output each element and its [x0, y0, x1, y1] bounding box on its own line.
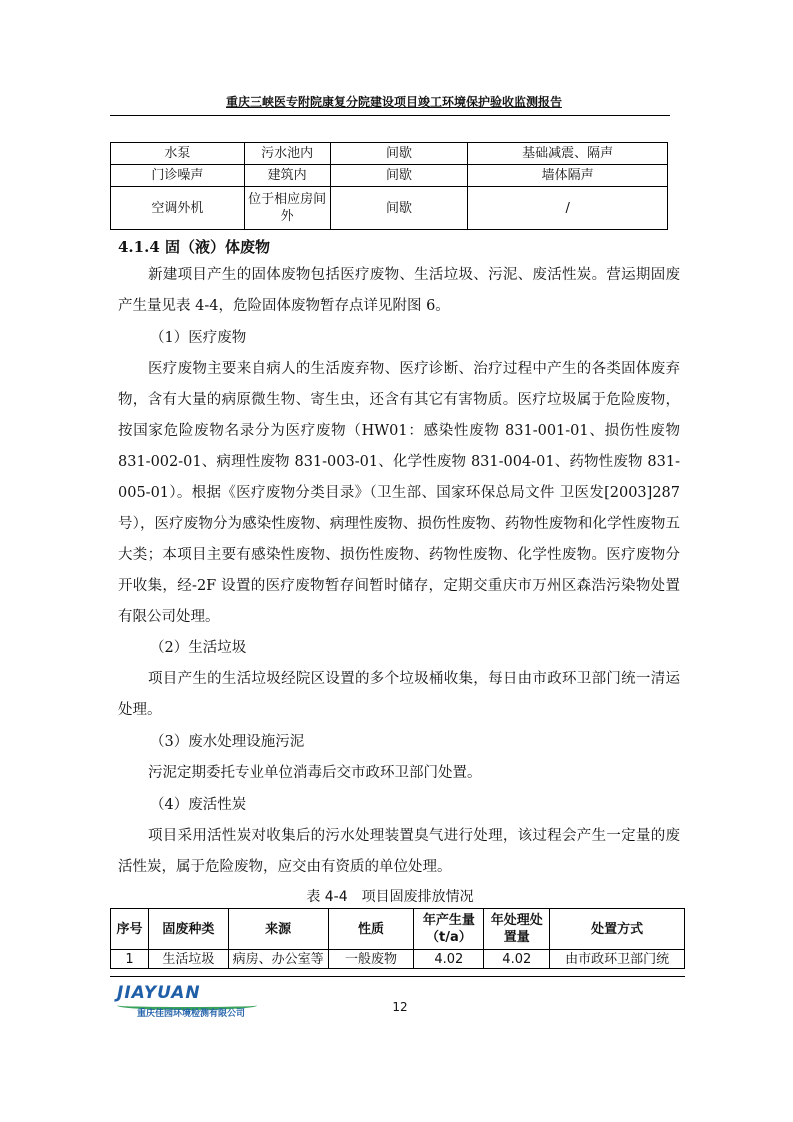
table-cell: 由市政环卫部门统 — [550, 950, 685, 969]
column-header: 固废种类 — [148, 909, 228, 950]
table-cell: 污水池内 — [244, 143, 330, 165]
header-divider — [110, 115, 670, 116]
table-row — [111, 143, 668, 165]
table-row — [111, 950, 685, 969]
table-cell: 间歇 — [330, 187, 468, 230]
company-logo — [117, 983, 287, 1019]
table-cell: 空调外机 — [111, 187, 245, 230]
subheading-domestic-waste: （2）生活垃圾 — [150, 640, 247, 656]
activated-carbon-paragraph: 项目采用活性炭对收集后的污水处理装置臭气进行处理，该过程会产生一定量的废活性炭，属于危险废物，应交由有资质的单位处理。 — [118, 828, 680, 875]
intro-paragraph: 新建项目产生的固体废物包括医疗废物、生活垃圾、污泥、废活性炭。营运期固废产生量见表 4-4，危险固体废物暂存点详见附图 6。 — [118, 267, 680, 314]
table-cell: 1 — [111, 950, 149, 969]
table-cell: 生活垃圾 — [148, 950, 228, 969]
table-cell: 水泵 — [111, 143, 245, 165]
page-number: 12 — [392, 1000, 408, 1014]
footer-divider — [110, 976, 685, 977]
table-cell: 4.02 — [484, 950, 550, 969]
medical-waste-paragraph: 医疗废物主要来自病人的生活废弃物、医疗诊断、治疗过程中产生的各类固体废弃物，含有大量的病原微生物、寄生虫，还含有其它有害物质。医疗垃圾属于危险废物，按国家危险废物名录分为医疗废物（HW01：感染性废物 831-001-01、损伤性废物 831-002-01、病理性废物 831-003-01、化学性废物 831-004-01、药物性废物 831-005-01）。根据《医疗废物分类目录》（卫生部、国家环保总局文件 卫医发[2003]287 号），医疗废物分为感染性废物、病理性废物、损伤性废物、药物性废物和化学性废物五大类；本项目主要有感染性废物、损伤性废物、药物性废物、化学性废物。医疗废物分开收集，经-2F 设置的医疗废物暂存间暂时储存，定期交重庆市万州区森浩污染物处置有限公司处理。 — [118, 361, 680, 625]
table-cell: 一般废物 — [328, 950, 414, 969]
company-name: 重庆佳园环境检测有限公司 — [137, 1009, 246, 1019]
column-header: 年产生量（t/a） — [414, 909, 484, 950]
section-heading: 4.1.4 固（液）体废物 — [118, 238, 270, 256]
table-cell: / — [468, 187, 668, 230]
table-cell: 墙体隔声 — [468, 165, 668, 187]
logo-wordmark: JIAYUAN — [117, 983, 201, 1003]
domestic-waste-paragraph: 项目产生的生活垃圾经院区设置的多个垃圾桶收集，每日由市政环卫部门统一清运处理。 — [118, 671, 680, 718]
solid-waste-table — [110, 908, 685, 969]
table-caption: 表 4-4 项目固废排放情况 — [306, 889, 474, 905]
subheading-medical-waste: （1）医疗废物 — [150, 330, 247, 346]
column-header: 来源 — [228, 909, 328, 950]
table-cell: 门诊噪声 — [111, 165, 245, 187]
column-header: 年处理处置量 — [484, 909, 550, 950]
subheading-sludge: （3）废水处理设施污泥 — [150, 734, 305, 750]
column-header: 处置方式 — [550, 909, 685, 950]
table-row — [111, 165, 668, 187]
noise-source-table — [110, 142, 668, 230]
column-header: 性质 — [328, 909, 414, 950]
table-row — [111, 187, 668, 230]
table-cell: 4.02 — [414, 950, 484, 969]
table-header-row — [111, 909, 685, 950]
report-header-title: 重庆三峡医专附院康复分院建设项目竣工环境保护验收监测报告 — [225, 95, 562, 109]
sludge-paragraph: 污泥定期委托专业单位消毒后交市政环卫部门处置。 — [148, 765, 482, 781]
table-cell: 间歇 — [330, 165, 468, 187]
column-header: 序号 — [111, 909, 149, 950]
table-cell: 间歇 — [330, 143, 468, 165]
table-cell: 位于相应房间外 — [244, 187, 330, 230]
table-cell: 建筑内 — [244, 165, 330, 187]
table-cell: 病房、办公室等 — [228, 950, 328, 969]
table-cell: 基础减震、隔声 — [468, 143, 668, 165]
subheading-activated-carbon: （4）废活性炭 — [150, 797, 247, 813]
